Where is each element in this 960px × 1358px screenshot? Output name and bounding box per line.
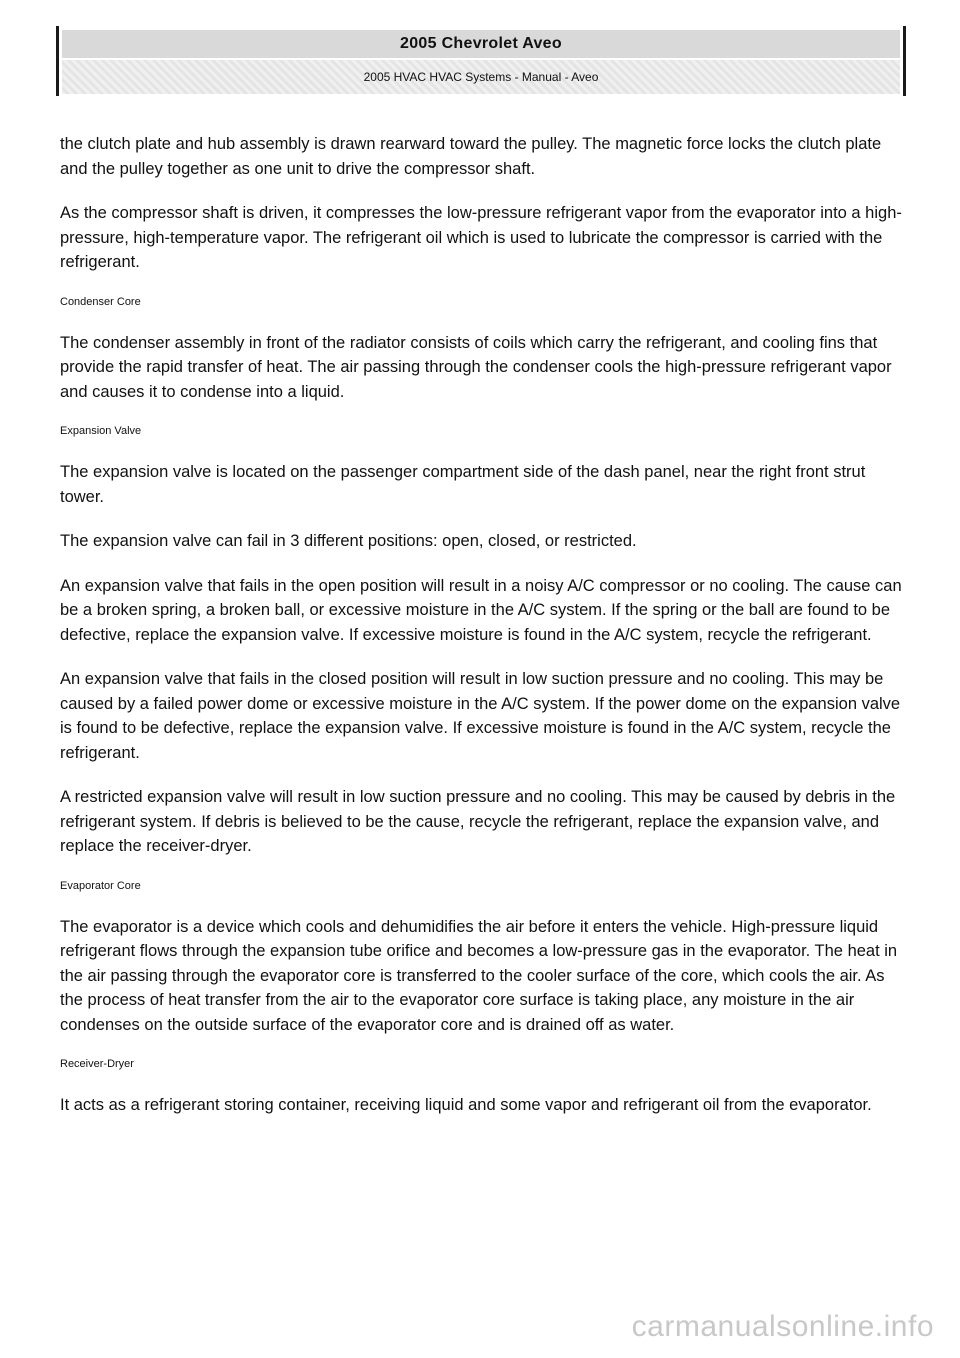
paragraph-receiver-dryer: It acts as a refrigerant storing container, receiving liquid and some vapor and refrigerant oil from the evaporator. — [60, 1096, 872, 1114]
document-title: 2005 Chevrolet Aveo — [62, 30, 900, 58]
paragraph-expansion-location: The expansion valve is located on the passenger compartment side of the dash panel, near the right front strut tower. — [60, 463, 866, 506]
header-left-rule — [56, 26, 59, 96]
document-body — [60, 132, 902, 1138]
document-header — [56, 26, 906, 96]
paragraph-expansion-failure-modes: The expansion valve can fail in 3 different positions: open, closed, or restricted. — [60, 532, 637, 550]
paragraph-condenser: The condenser assembly in front of the radiator consists of coils which carry the refrigerant, and cooling fins that provide the rapid transfer of heat. The air passing through the condenser cools the high-pressure refrigerant vapor and causes it to condense into a liquid. — [60, 333, 892, 401]
site-watermark: carmanualsonline.info — [631, 1310, 934, 1343]
paragraph-expansion-open: An expansion valve that fails in the open position will result in a noisy A/C compressor or no cooling. The cause can be a broken spring, a broken ball, or excessive moisture in the A/C system. If the spring or the ball are found to be defective, replace the expansion valve. If excessive moisture is found in the A/C system, recycle the refrigerant. — [60, 576, 902, 644]
paragraph-evaporator: The evaporator is a device which cools and dehumidifies the air before it enters the vehicle. High-pressure liquid refrigerant flows through the expansion tube orifice and becomes a low-pressure gas in the evaporator. The heat in the air passing through the evaporator core is transferred to the cooler surface of the core, which cools the air. As the process of heat transfer from the air to the evaporator core surface is taking place, any moisture in the air condenses on the outside surface of the evaporator core and is drained off as water. — [60, 917, 898, 1034]
paragraph-expansion-closed: An expansion valve that fails in the closed position will result in low suction pressure and no cooling. This may be caused by a failed power dome or excessive moisture in the A/C system. If the power dome on the expansion valve is found to be defective, replace the expansion valve. If excessive moisture is found in the A/C system, recycle the refrigerant. — [60, 670, 901, 762]
section-heading-receiver-dryer: Receiver-Dryer — [60, 1058, 134, 1070]
header-right-rule — [903, 26, 906, 96]
paragraph-compressor-shaft: As the compressor shaft is driven, it compresses the low-pressure refrigerant vapor from the evaporator into a high-pressure, high-temperature vapor. The refrigerant oil which is used to lubricate the compressor is carried with the refrigerant. — [60, 204, 902, 271]
section-heading-expansion-valve: Expansion Valve — [60, 425, 142, 437]
section-heading-condenser: Condenser Core — [60, 295, 141, 308]
document-subtitle: 2005 HVAC HVAC Systems - Manual - Aveo — [62, 60, 900, 94]
paragraph-expansion-restricted: A restricted expansion valve will result in low suction pressure and no cooling. This may be caused by debris in the refrigerant system. If debris is believed to be the cause, recycle the refrigerant, replace the expansion valve, and replace the receiver-dryer. — [60, 788, 896, 855]
paragraph-clutch: the clutch plate and hub assembly is drawn rearward toward the pulley. The magnetic force locks the clutch plate and the pulley together as one unit to drive the compressor shaft. — [60, 135, 882, 178]
section-heading-evaporator: Evaporator Core — [60, 879, 141, 892]
